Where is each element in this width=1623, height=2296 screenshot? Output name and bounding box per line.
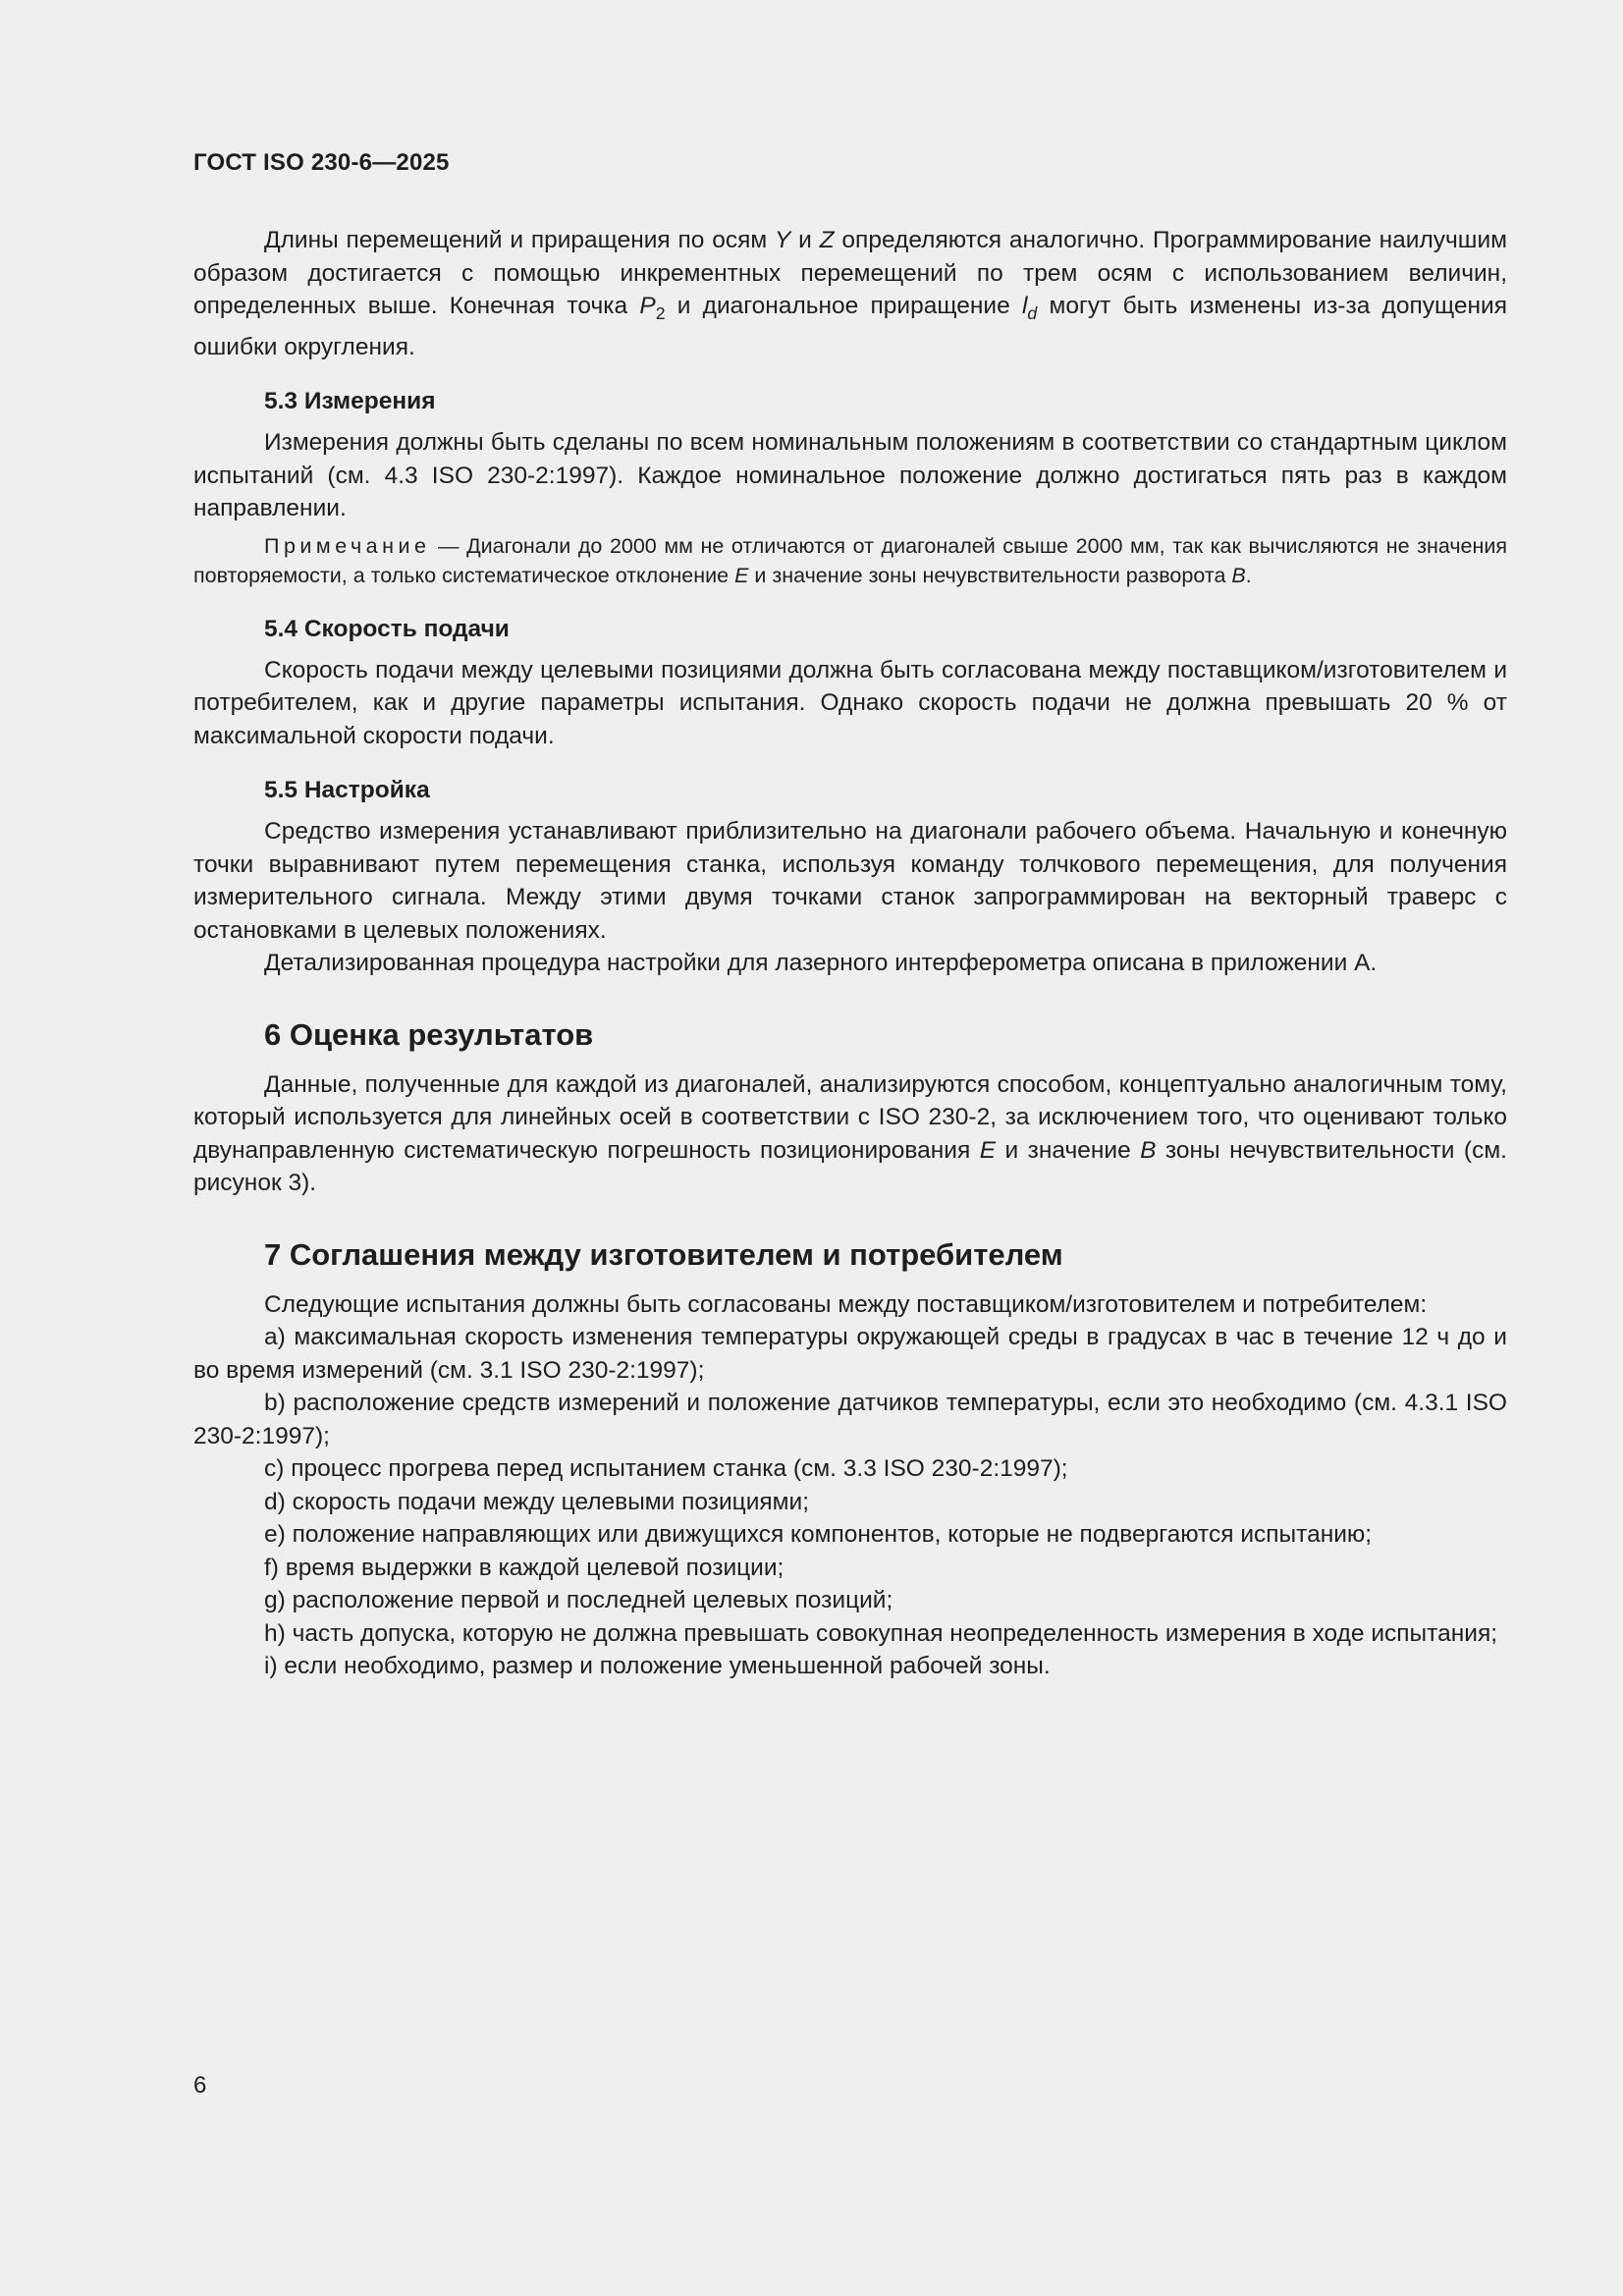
page-number: 6: [193, 2072, 207, 2099]
intro-text-4: и диагональное приращение: [665, 293, 1022, 319]
section-5-4-paragraph: Скорость подачи между целевыми позициями должна быть согласована между поставщиком/изготовителем и потребителем, как и другие параметры испытания. Однако скорость подачи не должна превышать 20 % от максимальной скорости подачи.: [193, 656, 1507, 749]
list-item: d) скорость подачи между целевыми позициями;: [264, 1488, 809, 1515]
point-p-symbol: P: [639, 293, 656, 319]
intro-text-2: и: [790, 227, 820, 253]
intro-text-1: Длины перемещений и приращения по осям: [264, 227, 775, 253]
list-item: b) расположение средств измерений и положение датчиков температуры, если это необходимо (см. 4.3.1 ISO 230-2:1997);: [193, 1390, 1507, 1449]
list-item: i) если необходимо, размер и положение уменьшенной рабочей зоны.: [264, 1653, 1051, 1680]
section-6-text-3: зоны нечувствительности (см. рисунок 3).: [193, 1136, 1507, 1197]
note-text-2: и значение зоны нечувствительности разворота: [748, 564, 1232, 588]
note-label: Примечание: [264, 533, 431, 558]
list-item: g) расположение первой и последней целевых позиций;: [264, 1587, 893, 1614]
axis-y-symbol: Y: [775, 227, 791, 253]
document-body: [193, 224, 1507, 1683]
intro-text-5: могут быть изменены из-за допущения ошибки округления.: [193, 293, 1507, 360]
note-text-3: .: [1245, 564, 1252, 588]
section-5-4-heading: 5.4 Скорость подачи: [264, 615, 510, 642]
section-7-heading: 7 Соглашения между изготовителем и потребителем: [264, 1236, 1063, 1272]
list-item: e) положение направляющих или движущихся компонентов, которые не подвергаются испытанию;: [264, 1521, 1373, 1549]
section-5-3-note: [193, 531, 1507, 591]
intro-paragraph: [193, 224, 1507, 363]
section-6-heading: 6 Оценка результатов: [264, 1016, 594, 1052]
intro-text-3: определяются аналогично. Программирование наилучшим образом достигается с помощью инкрементных перемещений по трем осям с использованием величин, определенных выше. Конечная точка: [193, 227, 1507, 319]
section-5-3-paragraph: Измерения должны быть сделаны по всем номинальным положениям в соответствии со стандартным циклом испытаний (см. 4.3 ISO 230-2:1997). Каждое номинальное положение должно достигаться пять раз в каждом направлении.: [193, 429, 1507, 522]
section-5-5-heading: 5.5 Настройка: [264, 777, 430, 804]
list-item: f) время выдержки в каждой целевой позиции;: [264, 1554, 784, 1581]
list-item: c) процесс прогрева перед испытанием станка (см. 3.3 ISO 230-2:1997);: [264, 1455, 1068, 1483]
section-6-text-2: и значение: [996, 1136, 1141, 1164]
note-text-1: — Диагонали до 2000 мм не отличаются от диагоналей свыше 2000 мм, так как вычисляются не значения повторяемости, а только систематическое отклонение: [193, 533, 1507, 588]
section-5-5-paragraph-2: Детализированная процедура настройки для лазерного интерферометра описана в приложении А.: [264, 950, 1378, 977]
section-5-5-paragraph-1: Средство измерения устанавливают приблизительно на диагонали рабочего объема. Начальную и конечную точки выравнивают путем перемещения станка, используя команду толчкового перемещения, для получения измерительного сигнала. Между этими двумя точками станок запрограммирован на векторный траверс с остановками в целевых положениях.: [193, 818, 1507, 944]
section-6-b-symbol: B: [1140, 1136, 1157, 1164]
section-5-3-heading: 5.3 Измерения: [264, 388, 436, 415]
section-6-e-symbol: E: [979, 1136, 997, 1164]
increment-l-symbol: l: [1021, 293, 1028, 319]
list-item: а) максимальная скорость изменения температуры окружающей среды в градусах в час в течение 12 ч до и во время измерений (см. 3.1 ISO 230-2:1997);: [193, 1324, 1507, 1384]
note-b-symbol: B: [1231, 564, 1246, 588]
section-7-intro: Следующие испытания должны быть согласованы между поставщиком/изготовителем и потребителем:: [264, 1290, 1428, 1318]
increment-l-subscript: d: [1027, 303, 1038, 324]
section-6-paragraph: [193, 1068, 1507, 1200]
axis-z-symbol: Z: [819, 227, 835, 253]
point-p-subscript: 2: [655, 303, 666, 324]
section-6-text-1: Данные, полученные для каждой из диагоналей, анализируются способом, концептуально аналогичным тому, который используется для линейных осей в соответствии с ISO 230-2, за исключением того, что оценивают только двунаправленную систематическую погрешность позиционирования: [193, 1070, 1507, 1164]
note-e-symbol: E: [734, 564, 749, 588]
document-code-header: ГОСТ ISO 230-6—2025: [193, 149, 450, 176]
list-item: h) часть допуска, которую не должна превышать совокупная неопределенность измерения в ходе испытания;: [264, 1619, 1498, 1647]
